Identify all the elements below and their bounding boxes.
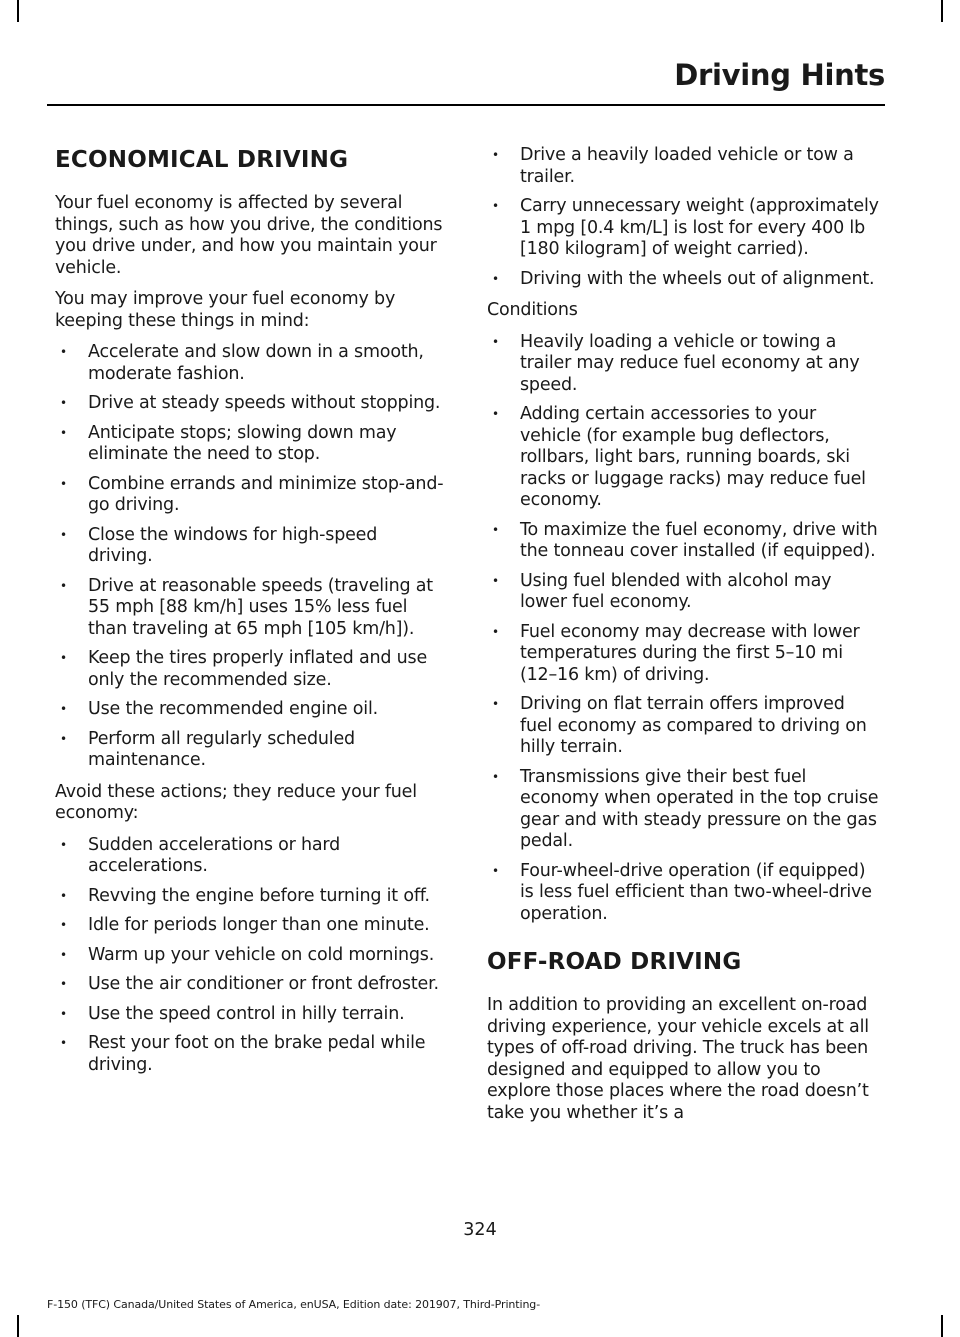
avoid-list: [55, 835, 447, 1077]
offroad-paragraph: In addition to providing an excellent on-road driving experience, your vehicle excels at all types of off-road driving. The truck has been designed and equipped to allow you to explore those places where the road doesn’t take you whether it’s a: [487, 995, 869, 1123]
section-heading-economical-driving: ECONOMICAL DRIVING: [55, 147, 349, 173]
list-item: • Transmissions give their best fuel economy when operated in the top cruise gear and with steady pressure on the gas pedal.: [487, 767, 879, 853]
improve-list: [55, 342, 447, 772]
improve-intro-paragraph: You may improve your fuel economy by keeping these things in mind:: [55, 289, 396, 331]
list-item: • Drive at steady speeds without stopping.: [55, 393, 447, 415]
intro-paragraph: Your fuel economy is affected by several things, such as how you drive, the conditions you drive under, and how you maintain your vehicle.: [55, 193, 443, 278]
list-item: • Drive at reasonable speeds (traveling at 55 mph [88 km/h] uses 15% less fuel than traveling at 65 mph [105 km/h]).: [55, 576, 447, 641]
list-item: • Close the windows for high-speed driving.: [55, 525, 447, 568]
list-item: • Perform all regularly scheduled maintenance.: [55, 729, 447, 772]
list-item: • Anticipate stops; slowing down may eliminate the need to stop.: [55, 423, 447, 466]
list-item: • Using fuel blended with alcohol may lower fuel economy.: [487, 571, 879, 614]
avoid-intro-paragraph: Avoid these actions; they reduce your fuel economy:: [55, 781, 417, 823]
list-item: • Keep the tires properly inflated and use only the recommended size.: [55, 648, 447, 691]
list-item: • Use the recommended engine oil.: [55, 699, 447, 721]
list-item: • Rest your foot on the brake pedal while driving.: [55, 1033, 447, 1076]
list-item: • Drive a heavily loaded vehicle or tow a trailer.: [487, 145, 879, 188]
conditions-label: Conditions: [487, 300, 578, 320]
list-item: • Combine errands and minimize stop-and-go driving.: [55, 474, 447, 517]
header-divider: [47, 104, 885, 106]
list-item: • Fuel economy may decrease with lower temperatures during the first 5–10 mi (12–16 km) of driving.: [487, 622, 879, 687]
page-number: 324: [463, 1220, 497, 1240]
section-heading-off-road-driving: OFF-ROAD DRIVING: [487, 949, 742, 975]
list-item: • Sudden accelerations or hard accelerations.: [55, 835, 447, 878]
crop-mark-top-left-vertical: [17, 0, 19, 22]
list-item: • Use the air conditioner or front defroster.: [55, 974, 447, 996]
crop-mark-bottom-right-vertical: [941, 1315, 943, 1337]
crop-mark-top-right-vertical: [941, 0, 943, 22]
page-header-title: Driving Hints: [674, 58, 885, 92]
footer-edition-info: F-150 (TFC) Canada/United States of America, enUSA, Edition date: 201907, Third-Printing-: [47, 1298, 541, 1311]
right-column: [487, 145, 879, 1134]
list-item: • Driving on flat terrain offers improved fuel economy as compared to driving on hilly terrain.: [487, 694, 879, 759]
avoid-list-continued: [487, 145, 879, 290]
list-item: • Idle for periods longer than one minute.: [55, 915, 447, 937]
list-item: • Warm up your vehicle on cold mornings.: [55, 945, 447, 967]
left-column: [55, 145, 447, 1086]
list-item: • Heavily loading a vehicle or towing a trailer may reduce fuel economy at any speed.: [487, 332, 879, 397]
list-item: • Adding certain accessories to your vehicle (for example bug deflectors, rollbars, light bars, running boards, ski racks or luggage racks) may reduce fuel economy.: [487, 404, 879, 512]
list-item: • Four-wheel-drive operation (if equipped) is less fuel efficient than two-wheel-drive operation.: [487, 861, 879, 926]
list-item: • Driving with the wheels out of alignment.: [487, 269, 879, 291]
list-item: • Use the speed control in hilly terrain.: [55, 1004, 447, 1026]
list-item: • Carry unnecessary weight (approximately 1 mpg [0.4 km/L] is lost for every 400 lb [180 kilogram] of weight carried).: [487, 196, 879, 261]
conditions-list: [487, 332, 879, 926]
list-item: • To maximize the fuel economy, drive with the tonneau cover installed (if equipped).: [487, 520, 879, 563]
list-item: • Accelerate and slow down in a smooth, moderate fashion.: [55, 342, 447, 385]
crop-mark-bottom-left-vertical: [17, 1315, 19, 1337]
list-item: • Revving the engine before turning it off.: [55, 886, 447, 908]
